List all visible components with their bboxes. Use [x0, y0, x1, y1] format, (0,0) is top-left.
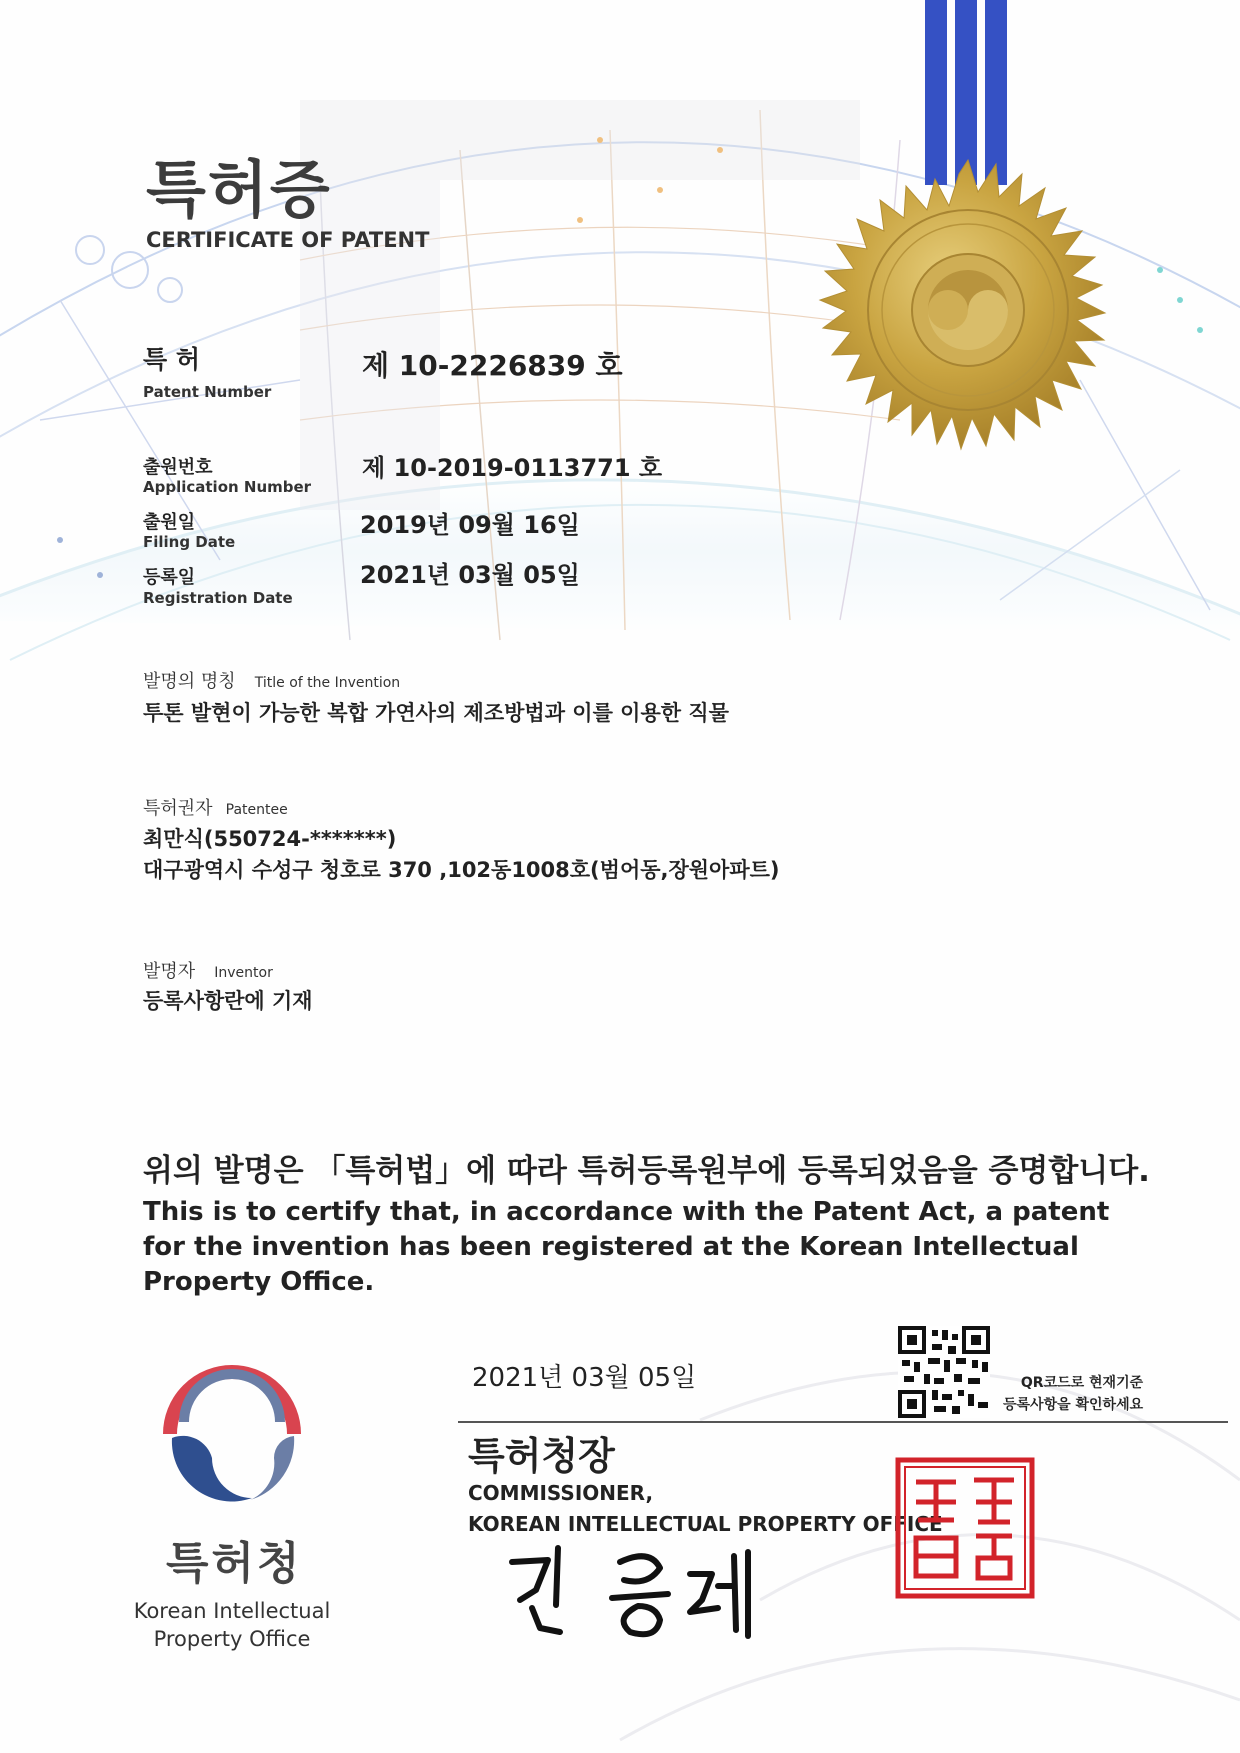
application-number-label-ko: 출원번호 [143, 457, 213, 478]
qr-note-line1: QR코드로 현재기준 [1020, 1375, 1144, 1391]
patent-number-value: 제 10-2226839 호 [362, 349, 623, 382]
application-number-value: 제 10-2019-0113771 호 [362, 454, 663, 482]
certificate-title-ko: 특허증 [146, 153, 332, 226]
patentee-name: 최만식(550724-*******) [143, 827, 397, 851]
filing-date-label-en: Filing Date [143, 533, 236, 551]
qr-note-line2: 등록사항을 확인하세요 [1003, 1397, 1144, 1413]
inventor-label-ko: 발명자 [143, 961, 196, 982]
inventor-label-en: Inventor [214, 965, 273, 981]
certificate-title-en: CERTIFICATE OF PATENT [146, 228, 430, 252]
patent-number-label-ko: 특 허 [143, 345, 201, 374]
application-number-label-en: Application Number [143, 478, 312, 496]
invention-title: 투톤 발현이 가능한 복합 가연사의 제조방법과 이를 이용한 직물 [143, 701, 729, 725]
patentee-label-ko: 특허권자 [143, 798, 213, 819]
inventor-value: 등록사항란에 기재 [143, 989, 313, 1013]
certification-statement-ko: 위의 발명은 「특허법」에 따라 특허등록원부에 등록되었음을 증명합니다. [143, 1153, 1150, 1189]
office-name-en: Korean Intellectual Property Office [133, 1599, 331, 1651]
patentee-address: 대구광역시 수성구 청호로 370 ,102동1008호(범어동,장원아파트) [143, 858, 780, 882]
commissioner-title-en-line2: KOREAN INTELLECTUAL PROPERTY OFFICE [468, 1512, 943, 1536]
registration-date-label-ko: 등록일 [143, 567, 196, 588]
commissioner-title-en-line1: COMMISSIONER, [468, 1481, 654, 1505]
issue-date: 2021년 03월 05일 [472, 1363, 697, 1393]
commissioner-title-ko: 특허청장 [468, 1434, 615, 1478]
patent-number-label-en: Patent Number [143, 383, 272, 401]
filing-date-value: 2019년 09월 16일 [360, 511, 580, 539]
invention-label-ko: 발명의 명칭 [143, 671, 236, 692]
invention-label-en: Title of the Invention [254, 675, 401, 691]
registration-date-value: 2021년 03월 05일 [360, 561, 580, 589]
registration-date-label-en: Registration Date [143, 589, 293, 607]
certification-statement-en: This is to certify that, in accordance with the Patent Act, a patent for the invention has been registered at the Korean Intellectual Property Office. [143, 1197, 1110, 1297]
office-name-ko: 특허청 [166, 1538, 303, 1589]
patentee-label-en: Patentee [225, 802, 288, 818]
filing-date-label-ko: 출원일 [143, 512, 196, 533]
